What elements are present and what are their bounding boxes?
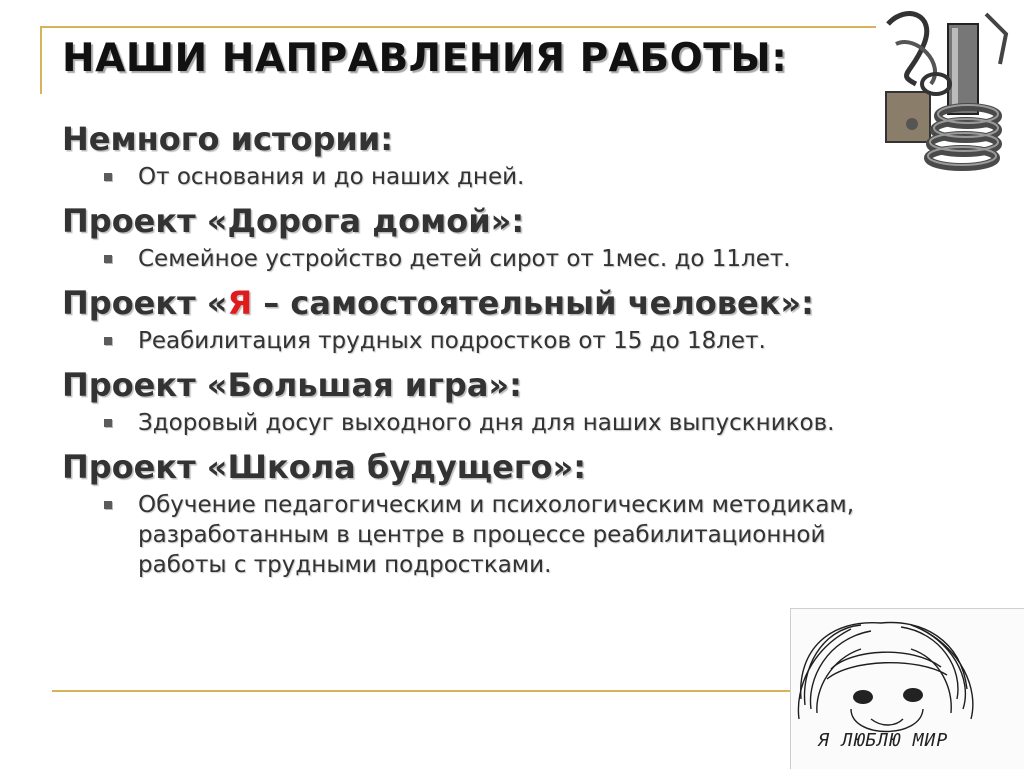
bullet-text-line: Обучение педагогическим и психологическим методикам,	[138, 492, 855, 518]
list-item	[62, 408, 962, 438]
list-item	[62, 490, 962, 580]
bottom-rule	[52, 690, 822, 692]
bullet-text-line: разработанным в центре в процессе реабилитационной	[138, 522, 826, 548]
content-list	[62, 118, 962, 588]
slide-title: НАШИ НАПРАВЛЕНИЯ РАБОТЫ:	[62, 36, 788, 81]
list-item	[62, 326, 962, 356]
metal-sculpture-image	[876, 4, 1020, 182]
top-rule	[40, 26, 876, 28]
bullet-text: Семейное устройство детей сирот от 1мес. до 11лет.	[138, 246, 791, 272]
heading-accent: Я	[227, 284, 253, 322]
square-bullet-icon	[104, 255, 112, 263]
bullet-text: От основания и до наших дней.	[138, 164, 525, 190]
section-heading-history: Немного истории:	[62, 120, 394, 158]
left-rule	[40, 26, 42, 94]
list-item	[62, 244, 962, 274]
section-heading-school-future: Проект «Школа будущего»:	[62, 448, 587, 486]
square-bullet-icon	[104, 419, 112, 427]
bullet-text: Здоровый досуг выходного дня для наших выпускников.	[138, 410, 835, 436]
bullet-text: Реабилитация трудных подростков от 15 до 18лет.	[138, 328, 766, 354]
square-bullet-icon	[104, 173, 112, 181]
list-item	[62, 162, 962, 192]
section-heading-independent-person	[62, 282, 962, 324]
bullet-text-line: работы с трудными подростками.	[138, 552, 552, 578]
square-bullet-icon	[104, 501, 112, 509]
drawing-caption: Я ЛЮБЛЮ МИР	[818, 730, 949, 751]
heading-part: – самостоятельный человек»:	[252, 284, 814, 322]
section-heading-road-home: Проект «Дорога домой»:	[62, 202, 525, 240]
square-bullet-icon	[104, 337, 112, 345]
heading-part: Проект «	[62, 284, 228, 322]
section-heading-big-game: Проект «Большая игра»:	[62, 366, 522, 404]
